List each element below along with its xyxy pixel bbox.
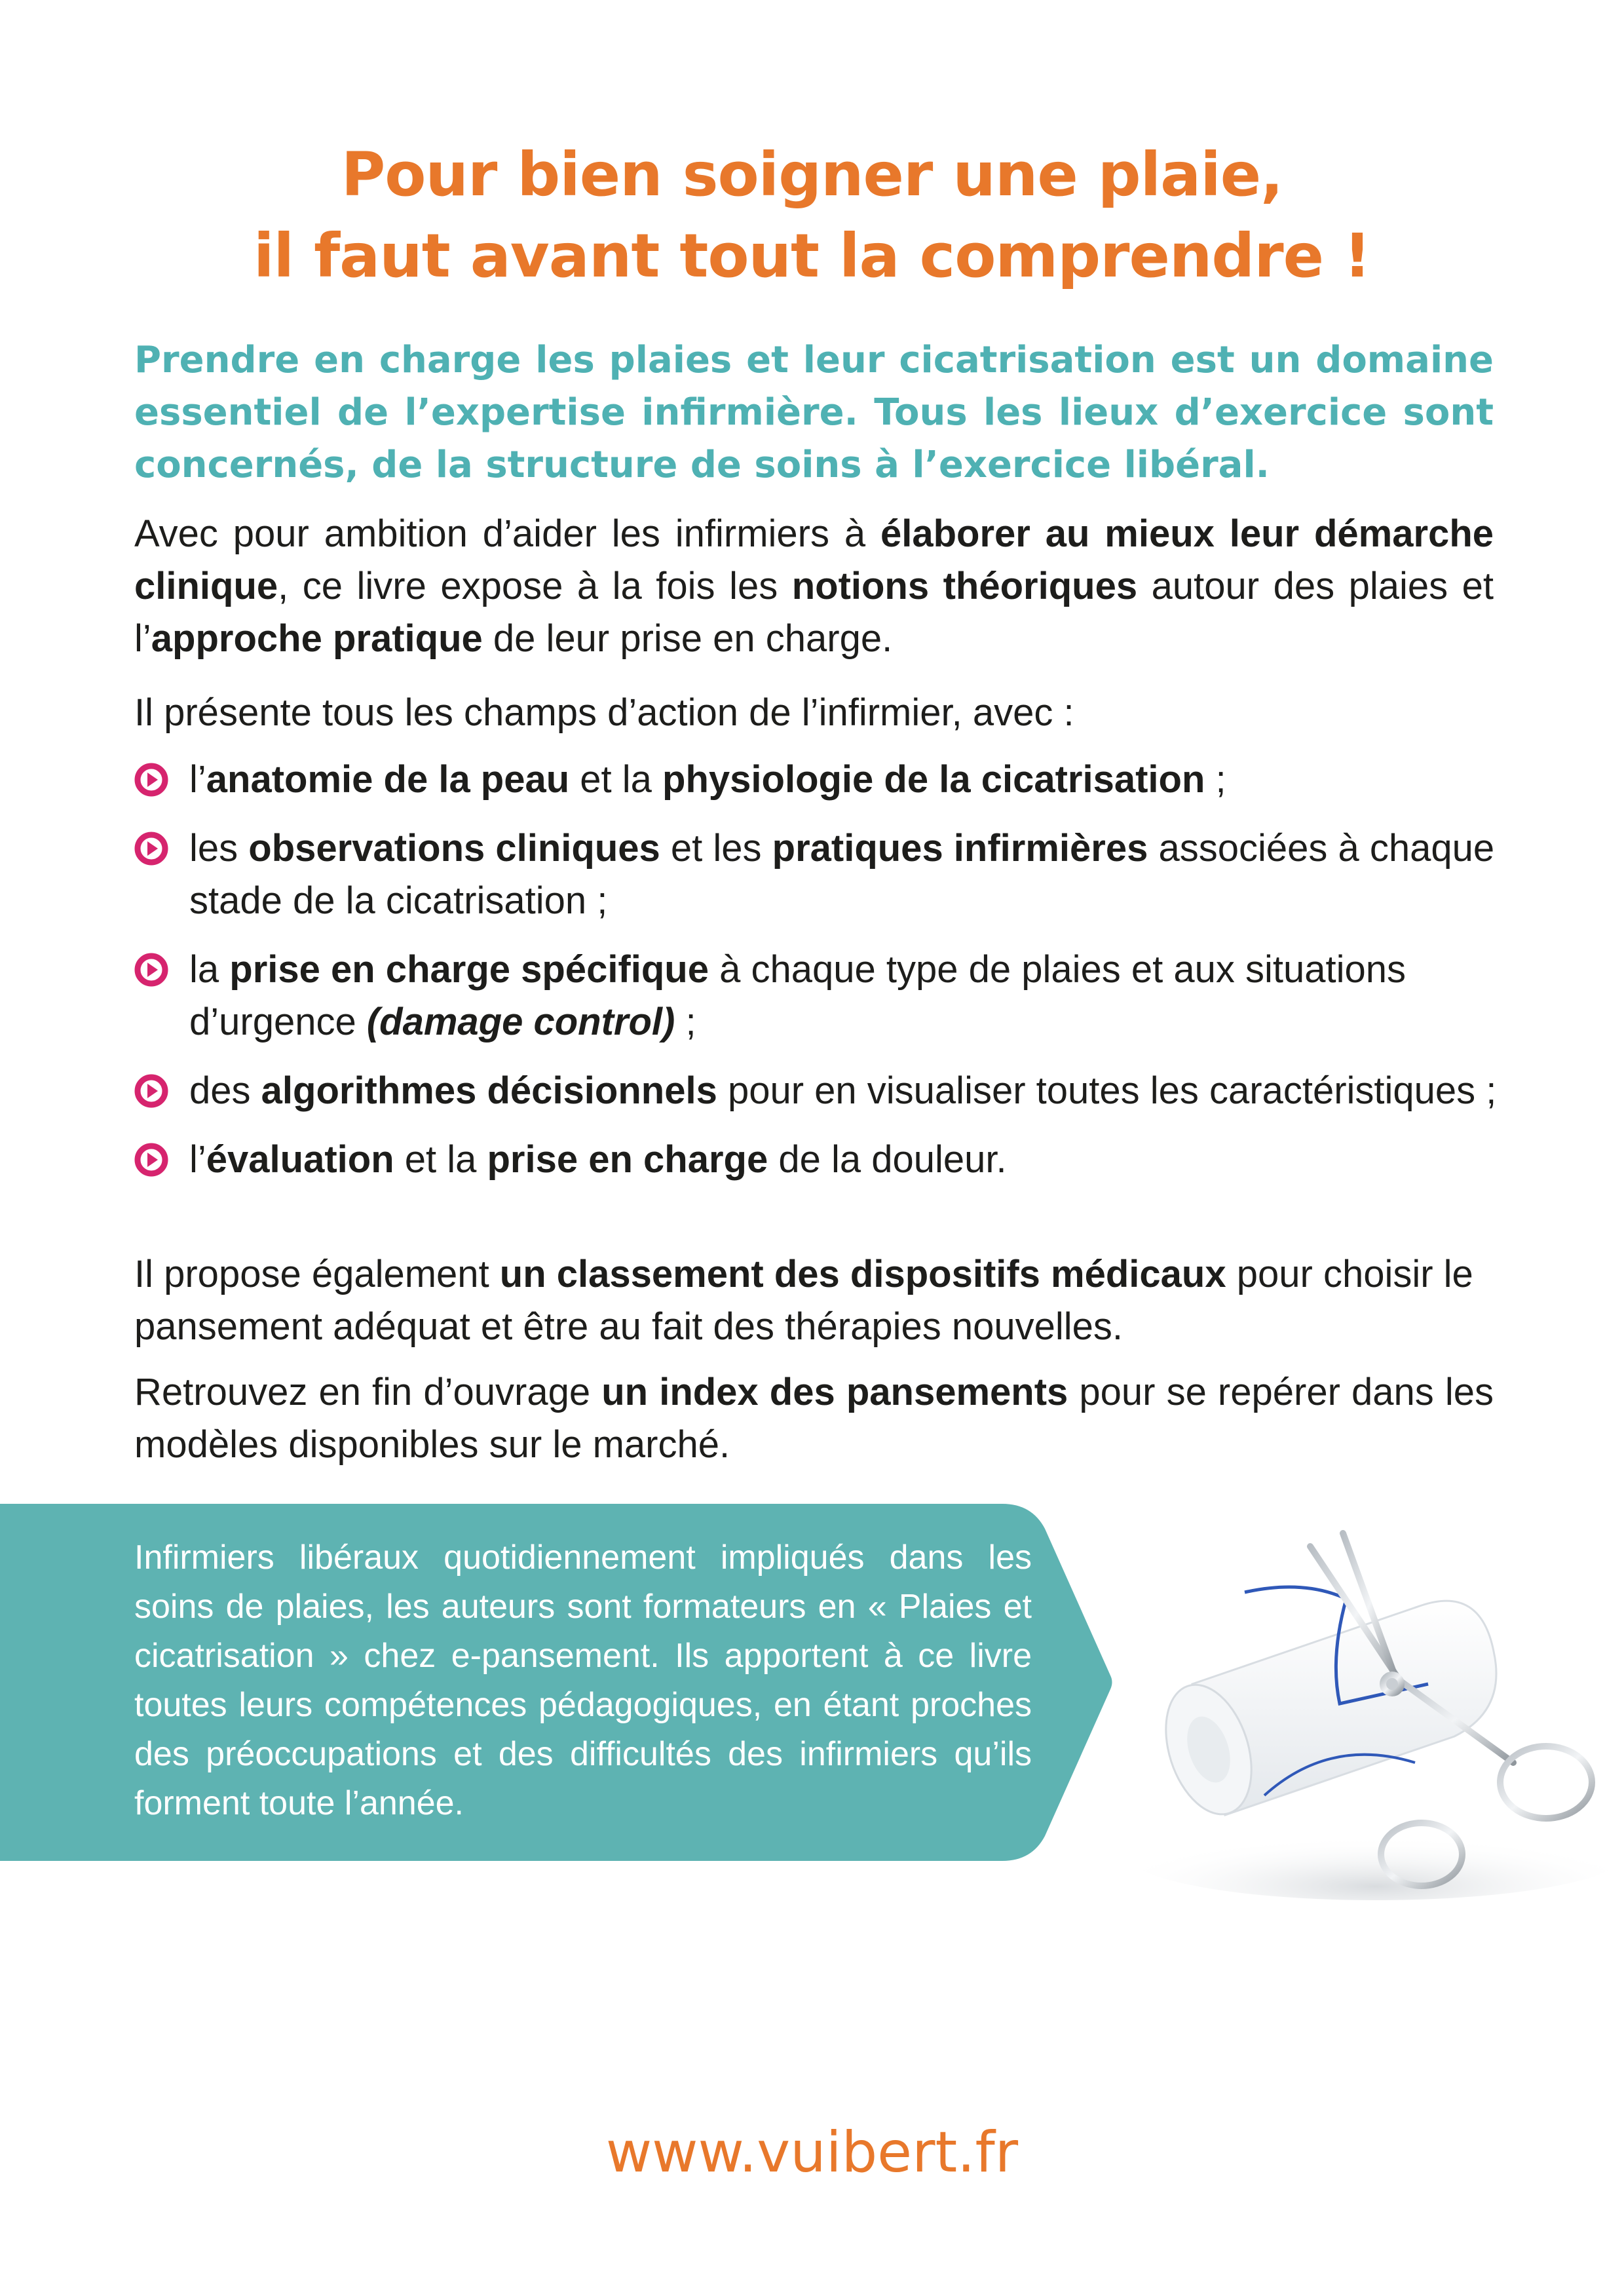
bandage-scissors-photo (1114, 1487, 1624, 1907)
play-bullet-icon (134, 763, 168, 797)
list-item: des algorithmes décisionnels pour en visualiser toutes les caractéristiques ; (134, 1065, 1517, 1117)
list-item: les observations cliniques et les pratiques infirmières associées à chaque stade de la cicatrisation ; (134, 822, 1517, 927)
title-line-1: Pour bien soigner une plaie, (341, 140, 1283, 210)
bandage-roll-icon (1150, 1587, 1496, 1826)
paragraph-index: Retrouvez en fin d’ouvrage un index des pansements pour se repérer dans les modèles disponibles sur le marché. (134, 1371, 1494, 1466)
title-line-2: il faut avant tout la comprendre ! (253, 221, 1370, 291)
paragraph-champs: Il présente tous les champs d’action de l’infirmier, avec : (134, 691, 1074, 734)
list-item: la prise en charge spécifique à chaque type de plaies et aux situations d’urgence (damage control) ; (134, 944, 1517, 1048)
intro-paragraph: Prendre en charge les plaies et leur cicatrisation est un domaine essentiel de l’expertise infirmière. Tous les lieux d’exercice sont concernés, de la structure de soins à l’exercice libéral. (134, 339, 1494, 486)
paragraph-ambition: Avec pour ambition d’aider les infirmiers à élaborer au mieux leur démarche clinique, ce livre expose à la fois les notions théoriques autour des plaies et l’approche pratique de leur prise en charge. (134, 512, 1494, 660)
play-bullet-icon (134, 1074, 168, 1108)
page-title (0, 134, 1624, 297)
paragraph-classement: Il propose également un classement des dispositifs médicaux pour choisir le pansement adéquat et être au fait des thérapies nouvelles. (134, 1253, 1473, 1348)
play-bullet-icon (134, 953, 168, 987)
list-item: l’évaluation et la prise en charge de la douleur. (134, 1134, 1517, 1186)
feature-list (134, 754, 1517, 1202)
author-bio: Infirmiers libéraux quotidiennement impliqués dans les soins de plaies, les auteurs sont formateurs en « Plaies et cicatrisation » chez e-pansement. Ils apportent à ce livre toutes leurs compétences pédagogiques, en étant proches des préoccupations et des difficultés des infirmiers qu’ils forment toute l’année. (134, 1539, 1032, 1822)
website-url[interactable]: www.vuibert.fr (605, 2120, 1019, 2185)
play-bullet-icon (134, 1143, 168, 1177)
play-bullet-icon (134, 832, 168, 866)
list-item: l’anatomie de la peau et la physiologie de la cicatrisation ; (134, 754, 1517, 806)
